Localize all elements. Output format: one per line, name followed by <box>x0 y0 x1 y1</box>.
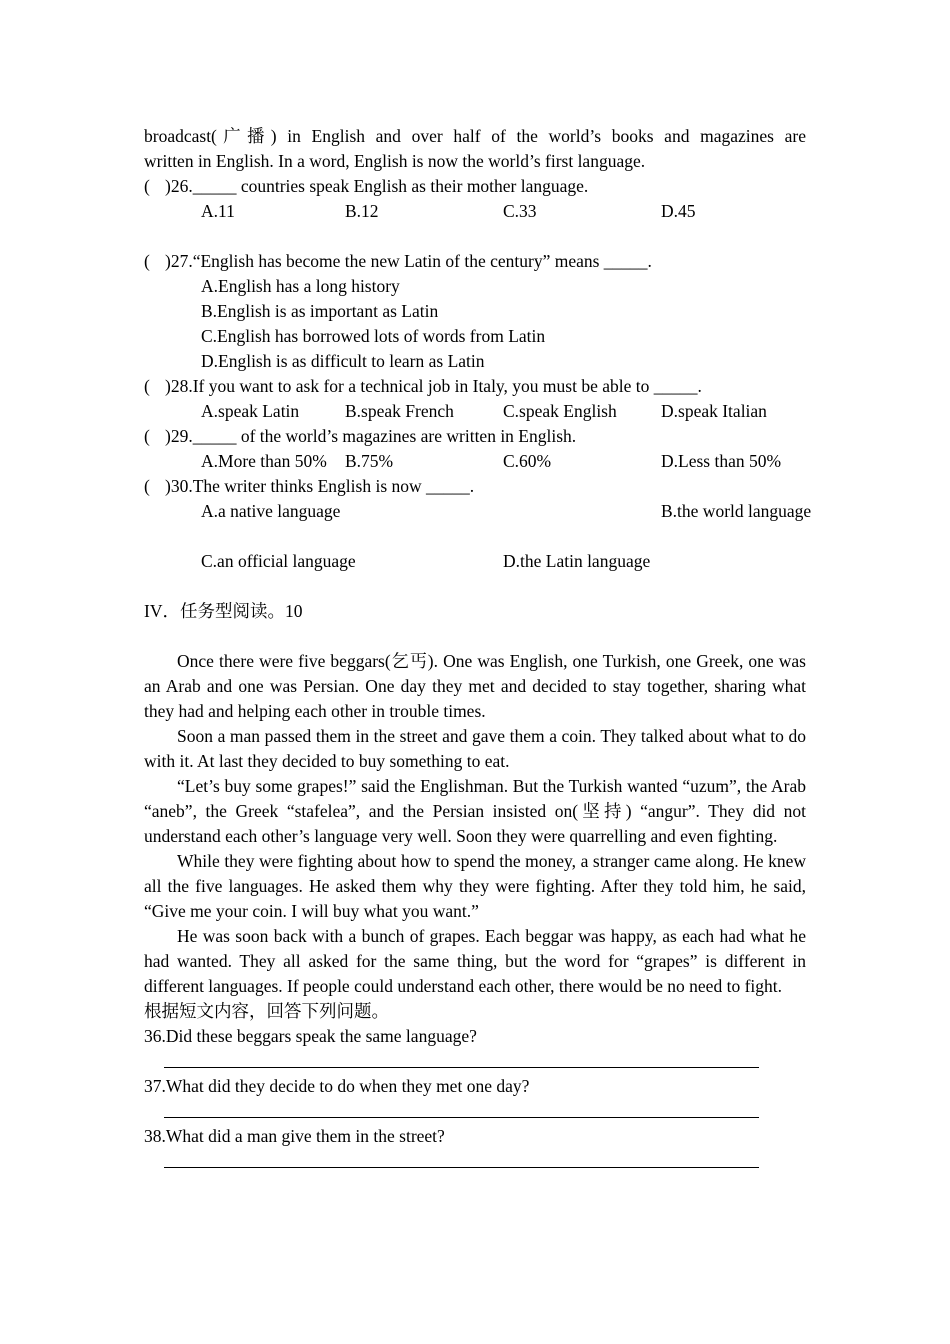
question-29 <box>144 424 806 449</box>
answer-paren[interactable]: ( <box>144 376 150 396</box>
question-stem: )26._____ countries speak English as their mother language. <box>165 176 589 196</box>
passage-paragraph: While they were fighting about how to spend the money, a stranger came along. He knew all the five languages. He asked them why they were fighting. After they told him, he said, “Give me your coin. I will buy what you want.” <box>144 851 806 921</box>
question-38: 38.What did a man give them in the street? <box>144 1126 445 1146</box>
option-d: D.Less than 50% <box>661 451 782 471</box>
answer-paren[interactable]: ( <box>144 251 150 271</box>
answer-line-38[interactable] <box>164 1149 759 1174</box>
option-c: C.33 <box>503 201 537 221</box>
answer-paren[interactable]: ( <box>144 476 150 496</box>
intro-line-2: written in English. In a word, English is now the world’s first language. <box>144 151 646 171</box>
option-a: A.11 <box>201 201 235 221</box>
question-stem: )29._____ of the world’s magazines are written in English. <box>165 426 577 446</box>
option-b: B.the world language <box>661 501 812 521</box>
option-c: C.English has borrowed lots of words from Latin <box>201 326 546 346</box>
passage-paragraph: Once there were five beggars(乞丐). One was English, one Turkish, one Greek, one was an Arab and one was Persian. One day they met and decided to stay together, sharing what they had and helping each other in trouble times. <box>144 651 806 721</box>
answer-line-37[interactable] <box>164 1099 759 1124</box>
question-28 <box>144 374 806 399</box>
option-a: A.a native language <box>201 501 341 521</box>
question-stem: )30.The writer thinks English is now _____. <box>165 476 475 496</box>
option-b: B.English is as important as Latin <box>201 301 439 321</box>
intro-line-1: broadcast(广播) in English and over half of the world’s books and magazines are <box>144 126 806 146</box>
question-28-options <box>144 399 806 424</box>
document-page <box>144 124 812 1174</box>
option-c: C.an official language <box>201 551 356 571</box>
question-stem: )28.If you want to ask for a technical job in Italy, you must be able to _____. <box>165 376 702 396</box>
option-d: D.speak Italian <box>661 401 767 421</box>
option-d: D.English is as difficult to learn as Latin <box>201 351 485 371</box>
option-b: B.12 <box>345 201 379 221</box>
question-stem: )27.“English has become the new Latin of the century” means _____. <box>165 251 652 271</box>
spacer <box>144 224 806 249</box>
passage-paragraph: Soon a man passed them in the street and gave them a coin. They talked about what to do with it. At last they decided to buy something to eat. <box>144 726 806 771</box>
option-c: C.speak English <box>503 401 617 421</box>
option-b: B.75% <box>345 451 394 471</box>
question-27 <box>144 249 806 274</box>
answer-line-36[interactable] <box>164 1049 759 1074</box>
option-a: A.speak Latin <box>201 401 300 421</box>
answer-paren[interactable]: ( <box>144 426 150 446</box>
spacer <box>144 574 806 599</box>
question-26 <box>144 174 806 199</box>
option-c: C.60% <box>503 451 552 471</box>
instruction: 根据短文内容，回答下列问题。 <box>144 1001 389 1021</box>
option-a: A.English has a long history <box>201 276 400 296</box>
option-d: D.the Latin language <box>503 551 651 571</box>
question-36: 36.Did these beggars speak the same language? <box>144 1026 477 1046</box>
option-b: B.speak French <box>345 401 454 421</box>
section-title: IV．任务型阅读。10 <box>144 601 303 621</box>
passage-paragraph: He was soon back with a bunch of grapes. Each beggar was happy, as each had what he had wanted. They all asked for the same thing, but the word for “grapes” is different in different languages. If people could understand each other, there would be no need to fight. <box>144 926 806 996</box>
spacer <box>144 624 806 649</box>
question-30-options-row2 <box>144 549 806 574</box>
answer-paren[interactable]: ( <box>144 176 150 196</box>
option-a: A.More than 50% <box>201 451 327 471</box>
option-d: D.45 <box>661 201 696 221</box>
passage-paragraph: “Let’s buy some grapes!” said the Englishman. But the Turkish wanted “uzum”, the Arab “aneb”, the Greek “stafelea”, and the Persian insisted on(坚持) “angur”. They did not understand each other’s language very well. Soon they were quarrelling and even fighting. <box>144 776 806 846</box>
question-30 <box>144 474 806 499</box>
question-26-options <box>144 199 806 224</box>
question-29-options <box>144 449 806 474</box>
question-37: 37.What did they decide to do when they met one day? <box>144 1076 530 1096</box>
question-30-options-row1 <box>144 499 812 524</box>
reading-passage <box>144 649 806 999</box>
